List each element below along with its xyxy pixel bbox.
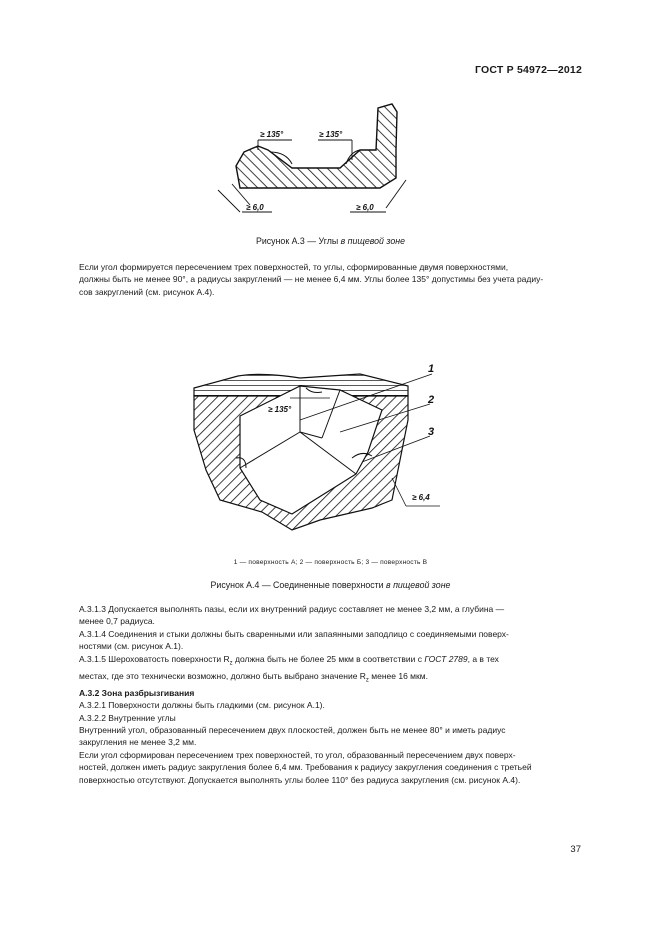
a3-angle-left-label: ≥ 135° (260, 130, 284, 139)
body-text (79, 603, 582, 786)
figure-a3-caption: Рисунок А.3 — Углы в пищевой зоне (255, 236, 406, 246)
a3-radius-left-label: ≥ 6,0 (246, 203, 264, 212)
figure-a4-legend: 1 — поверхность А; 2 — поверхность Б; 3 — поверхность В (233, 559, 428, 566)
text-line: А.3.2.1 Поверхности должны быть гладкими (см. рисунок А.1). (79, 700, 325, 711)
text-line: закругления не менее 3,2 мм. (79, 737, 197, 748)
page-number: 37 (570, 844, 581, 855)
a4-callout-3: 3 (428, 426, 435, 438)
figure-a4-caption: Рисунок А.4 — Соединенные поверхности в пищевой зоне (210, 580, 451, 590)
section-heading: А.3.2 Зона разбрызгивания (79, 687, 195, 698)
a4-angle-label: ≥ 135° (268, 405, 292, 414)
text-line: ностей, должен иметь радиус закругления более 6,4 мм. Требования к радиусу закругления соединения с третьей (79, 762, 532, 773)
text-line: А.3.2.2 Внутренние углы (79, 712, 176, 723)
text-line: ностями (см. рисунок А.1). (79, 641, 184, 652)
a3-profile (236, 104, 397, 188)
a4-radius-label: ≥ 6,4 (412, 493, 430, 502)
figure-a4-drawing (194, 363, 440, 530)
text-line: А.3.1.5 Шероховатость поверхности $R_z$ должна быть не более 25 мкм в соответствии с ГОСТ 2789, а в тех (79, 653, 499, 667)
text-line: Внутренний угол, образованный пересечением двух плоскостей, должен быть не менее 80° и иметь радиус (79, 725, 506, 736)
a3-angle-right-label: ≥ 135° (319, 130, 343, 139)
text-line: Если угол сформирован пересечением трех поверхностей, то угол, образованный пересечением двух поверх- (79, 749, 516, 760)
document-id: ГОСТ Р 54972—2012 (474, 64, 582, 76)
text-line: А.3.1.4 Соединения и стыки должны быть сваренными или запаянными заподлицо с соединяемыми поверх- (79, 628, 509, 639)
text-line: менее 0,7 радиуса. (79, 616, 155, 627)
a3-radius-right-label: ≥ 6,0 (356, 203, 374, 212)
text-line: местах, где это технически возможно, должно быть выбрано значение $R_z$ менее 16 мкм. (79, 670, 428, 684)
text-line: сов закруглений (см. рисунок А.4). (79, 286, 215, 297)
text-line: поверхностью отсутствуют. Допускается выполнять углы более 110° без радиуса закругления (см. рисунок А.4). (79, 774, 521, 785)
a4-callout-1: 1 (428, 363, 435, 375)
paragraph-three-surfaces (79, 261, 582, 298)
text-line: должны быть не менее 90°, а радиусы закруглений — не менее 6,4 мм. Углы более 135° допустимы без учета радиу- (79, 274, 544, 285)
a4-callout-2: 2 (428, 394, 435, 406)
text-line: А.3.1.3 Допускается выполнять пазы, если их внутренний радиус составляет не менее 3,2 мм, а глубина — (79, 604, 505, 614)
text-line: Если угол формируется пересечением трех поверхностей, то углы, сформированные двумя поверхностями, (79, 262, 509, 272)
